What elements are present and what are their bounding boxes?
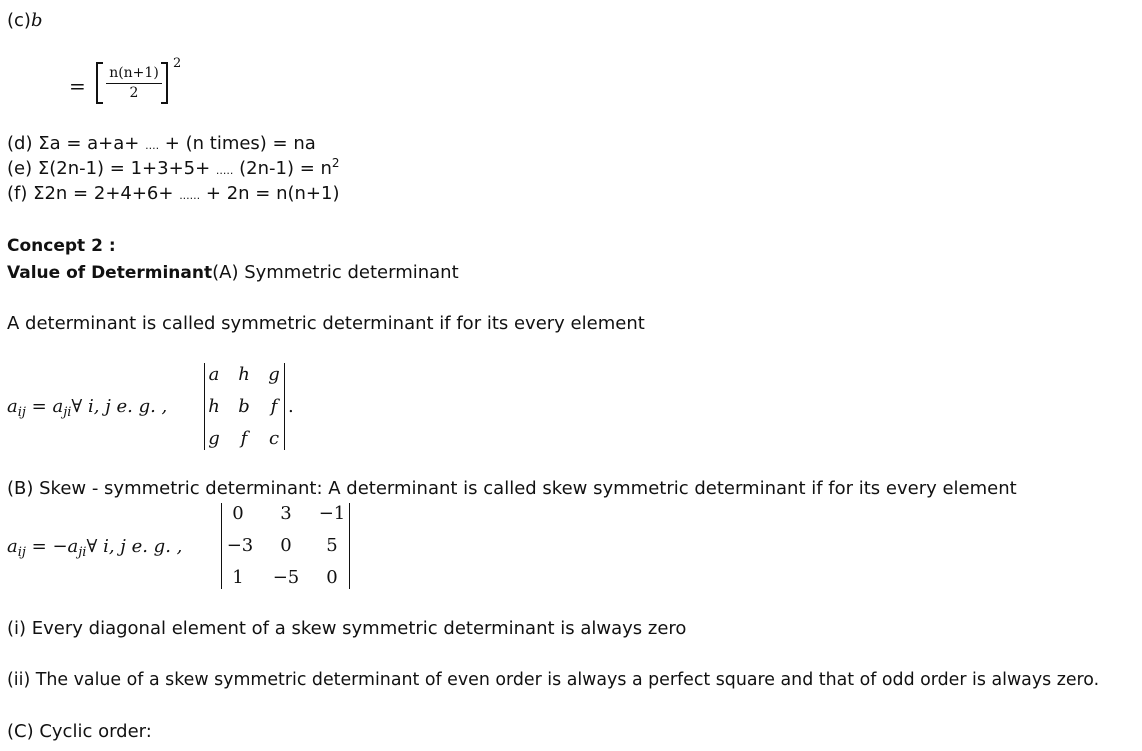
right-bracket (166, 62, 168, 104)
skew-definition: (B) Skew - symmetric determinant: A determinant is called skew symmetric determinant if for its every element (7, 478, 1017, 499)
numerator: n(n+1) (109, 65, 159, 81)
denominator: 2 (129, 85, 139, 101)
matrix-cell: −1 (318, 503, 346, 524)
symmetric-condition: $a_{ij}$ = $a_{ji}\forall$ i, j e. g. , (7, 396, 168, 420)
symmetric-definition: A determinant is called symmetric determinant if for its every element (7, 313, 645, 334)
equals-sign: = (69, 74, 86, 98)
matrix-cell: c (268, 428, 280, 449)
matrix-period: . (288, 396, 294, 417)
matrix-cell: f (270, 396, 278, 417)
matrix-cell: 0 (326, 567, 338, 588)
matrix-cell: a (208, 364, 220, 385)
note-ii: (ii) The value of a skew symmetric determinant of even order is always a perfect square and that of odd order is always zero. (7, 670, 1100, 690)
matrix-cell: 1 (232, 567, 244, 588)
concept-subheading: Value of Determinant(A) Symmetric determinant (7, 262, 459, 283)
matrix-cell: h (208, 396, 220, 417)
matrix-cell: 0 (280, 535, 292, 556)
matrix-cell: f (240, 428, 248, 449)
sum-line-e: (e) Σ(2n-1) = 1+3+5+ ..... $(2n-1) = n^2$ (7, 156, 340, 179)
cyclic-order-heading: (C) Cyclic order: (7, 721, 152, 742)
left-bracket (96, 62, 98, 104)
matrix-cell: −3 (226, 535, 254, 556)
concept-heading: Concept 2 : (7, 236, 116, 256)
matrix-cell: 5 (326, 535, 338, 556)
sum-line-f: (f) Σ2n = 2+4+6+ ...... + 2n = n(n+1) (7, 183, 340, 204)
sum-line-d: (d) Σa = a+a+ .... + (n times) = na (7, 133, 316, 154)
matrix-cell: 0 (232, 503, 244, 524)
fraction-bar (106, 83, 162, 84)
matrix-cell: h (238, 364, 250, 385)
matrix-cell: g (208, 428, 220, 449)
note-i: (i) Every diagonal element of a skew symmetric determinant is always zero (7, 618, 687, 639)
matrix-cell: b (238, 396, 250, 417)
skew-condition: $a_{ij}$ = $-a_{ji}\forall$ i, j e. g. , (7, 536, 183, 560)
part-c-label: (c)b (7, 10, 43, 31)
matrix-cell: g (268, 364, 280, 385)
matrix-cell: 3 (280, 503, 292, 524)
exponent: 2 (173, 56, 182, 71)
matrix-cell: −5 (272, 567, 300, 588)
